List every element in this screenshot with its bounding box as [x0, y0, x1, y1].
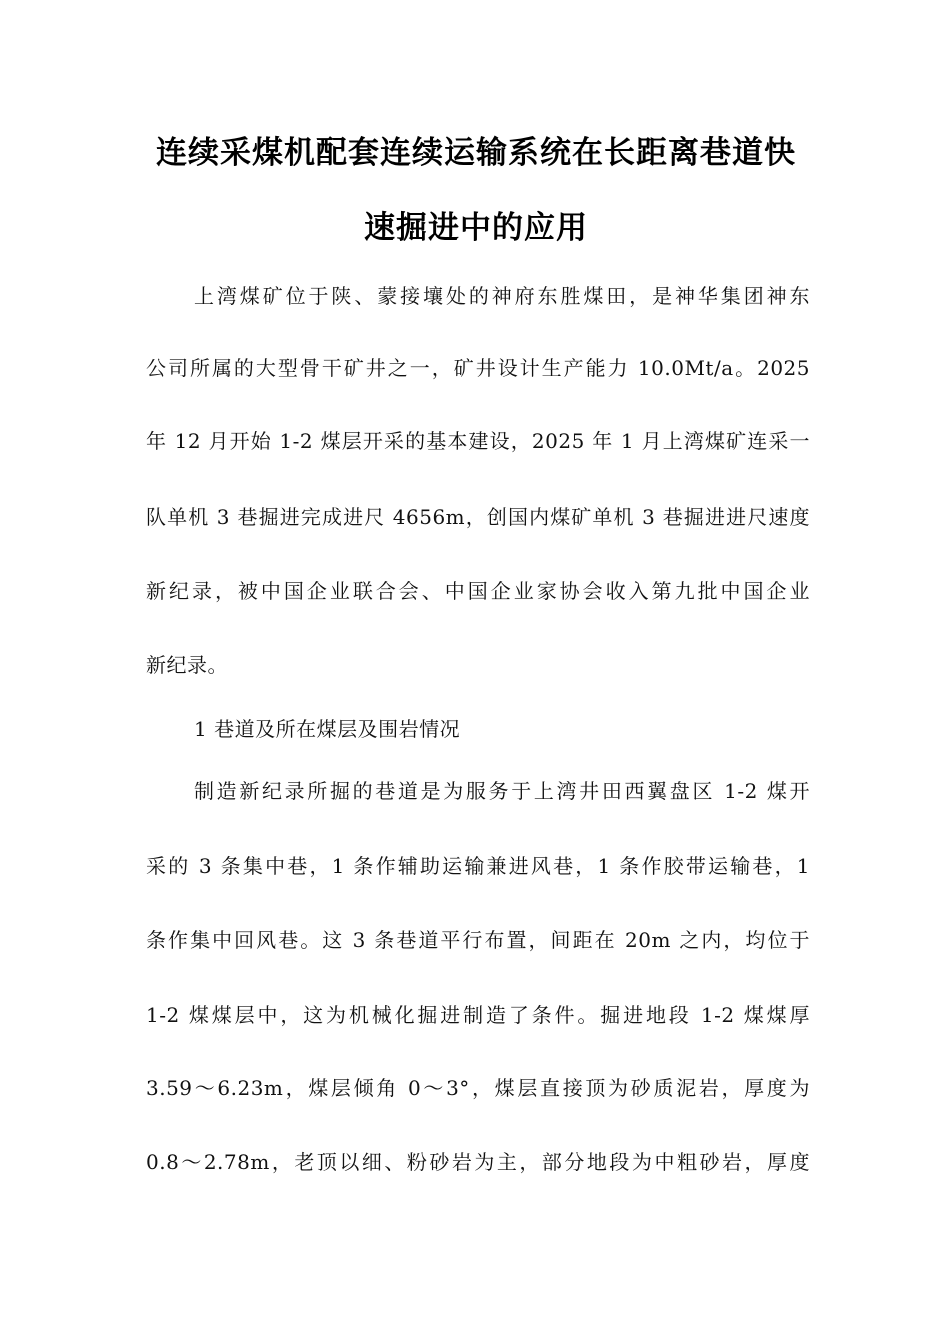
- paragraph-2-line-5: 3.59～6.23m，煤层倾角 0～3°，煤层直接顶为砂质泥岩，厚度为: [146, 1076, 810, 1100]
- section-heading: 1 巷道及所在煤层及围岩情况: [194, 717, 461, 741]
- paragraph-1-line-1: 上湾煤矿位于陕、蒙接壤处的神府东胜煤田，是神华集团神东: [194, 284, 810, 308]
- paragraph-2-line-2: 采的 3 条集中巷，1 条作辅助运输兼进风巷，1 条作胶带运输巷，1: [146, 854, 810, 878]
- document-title-line-2: 速掘进中的应用: [364, 210, 588, 246]
- paragraph-1-line-3: 年 12 月开始 1-2 煤层开采的基本建设，2025 年 1 月上湾煤矿连采一: [146, 429, 810, 453]
- document-title-line-1: 连续采煤机配套连续运输系统在长距离巷道快: [156, 135, 796, 171]
- paragraph-2-line-4: 1-2 煤煤层中，这为机械化掘进制造了条件。掘进地段 1-2 煤煤厚: [146, 1003, 810, 1027]
- paragraph-1-line-6: 新纪录。: [146, 653, 228, 677]
- paragraph-1-line-5: 新纪录，被中国企业联合会、中国企业家协会收入第九批中国企业: [146, 579, 810, 603]
- paragraph-1-line-2: 公司所属的大型骨干矿井之一，矿井设计生产能力 10.0Mt/a。2025: [146, 356, 810, 380]
- paragraph-2-line-3: 条作集中回风巷。这 3 条巷道平行布置，间距在 20m 之内，均位于: [146, 928, 810, 952]
- paragraph-2-line-1: 制造新纪录所掘的巷道是为服务于上湾井田西翼盘区 1-2 煤开: [194, 779, 810, 803]
- paragraph-2-line-6: 0.8～2.78m，老顶以细、粉砂岩为主，部分地段为中粗砂岩，厚度: [146, 1150, 810, 1174]
- paragraph-1-line-4: 队单机 3 巷掘进完成进尺 4656m，创国内煤矿单机 3 巷掘进进尺速度: [146, 505, 810, 529]
